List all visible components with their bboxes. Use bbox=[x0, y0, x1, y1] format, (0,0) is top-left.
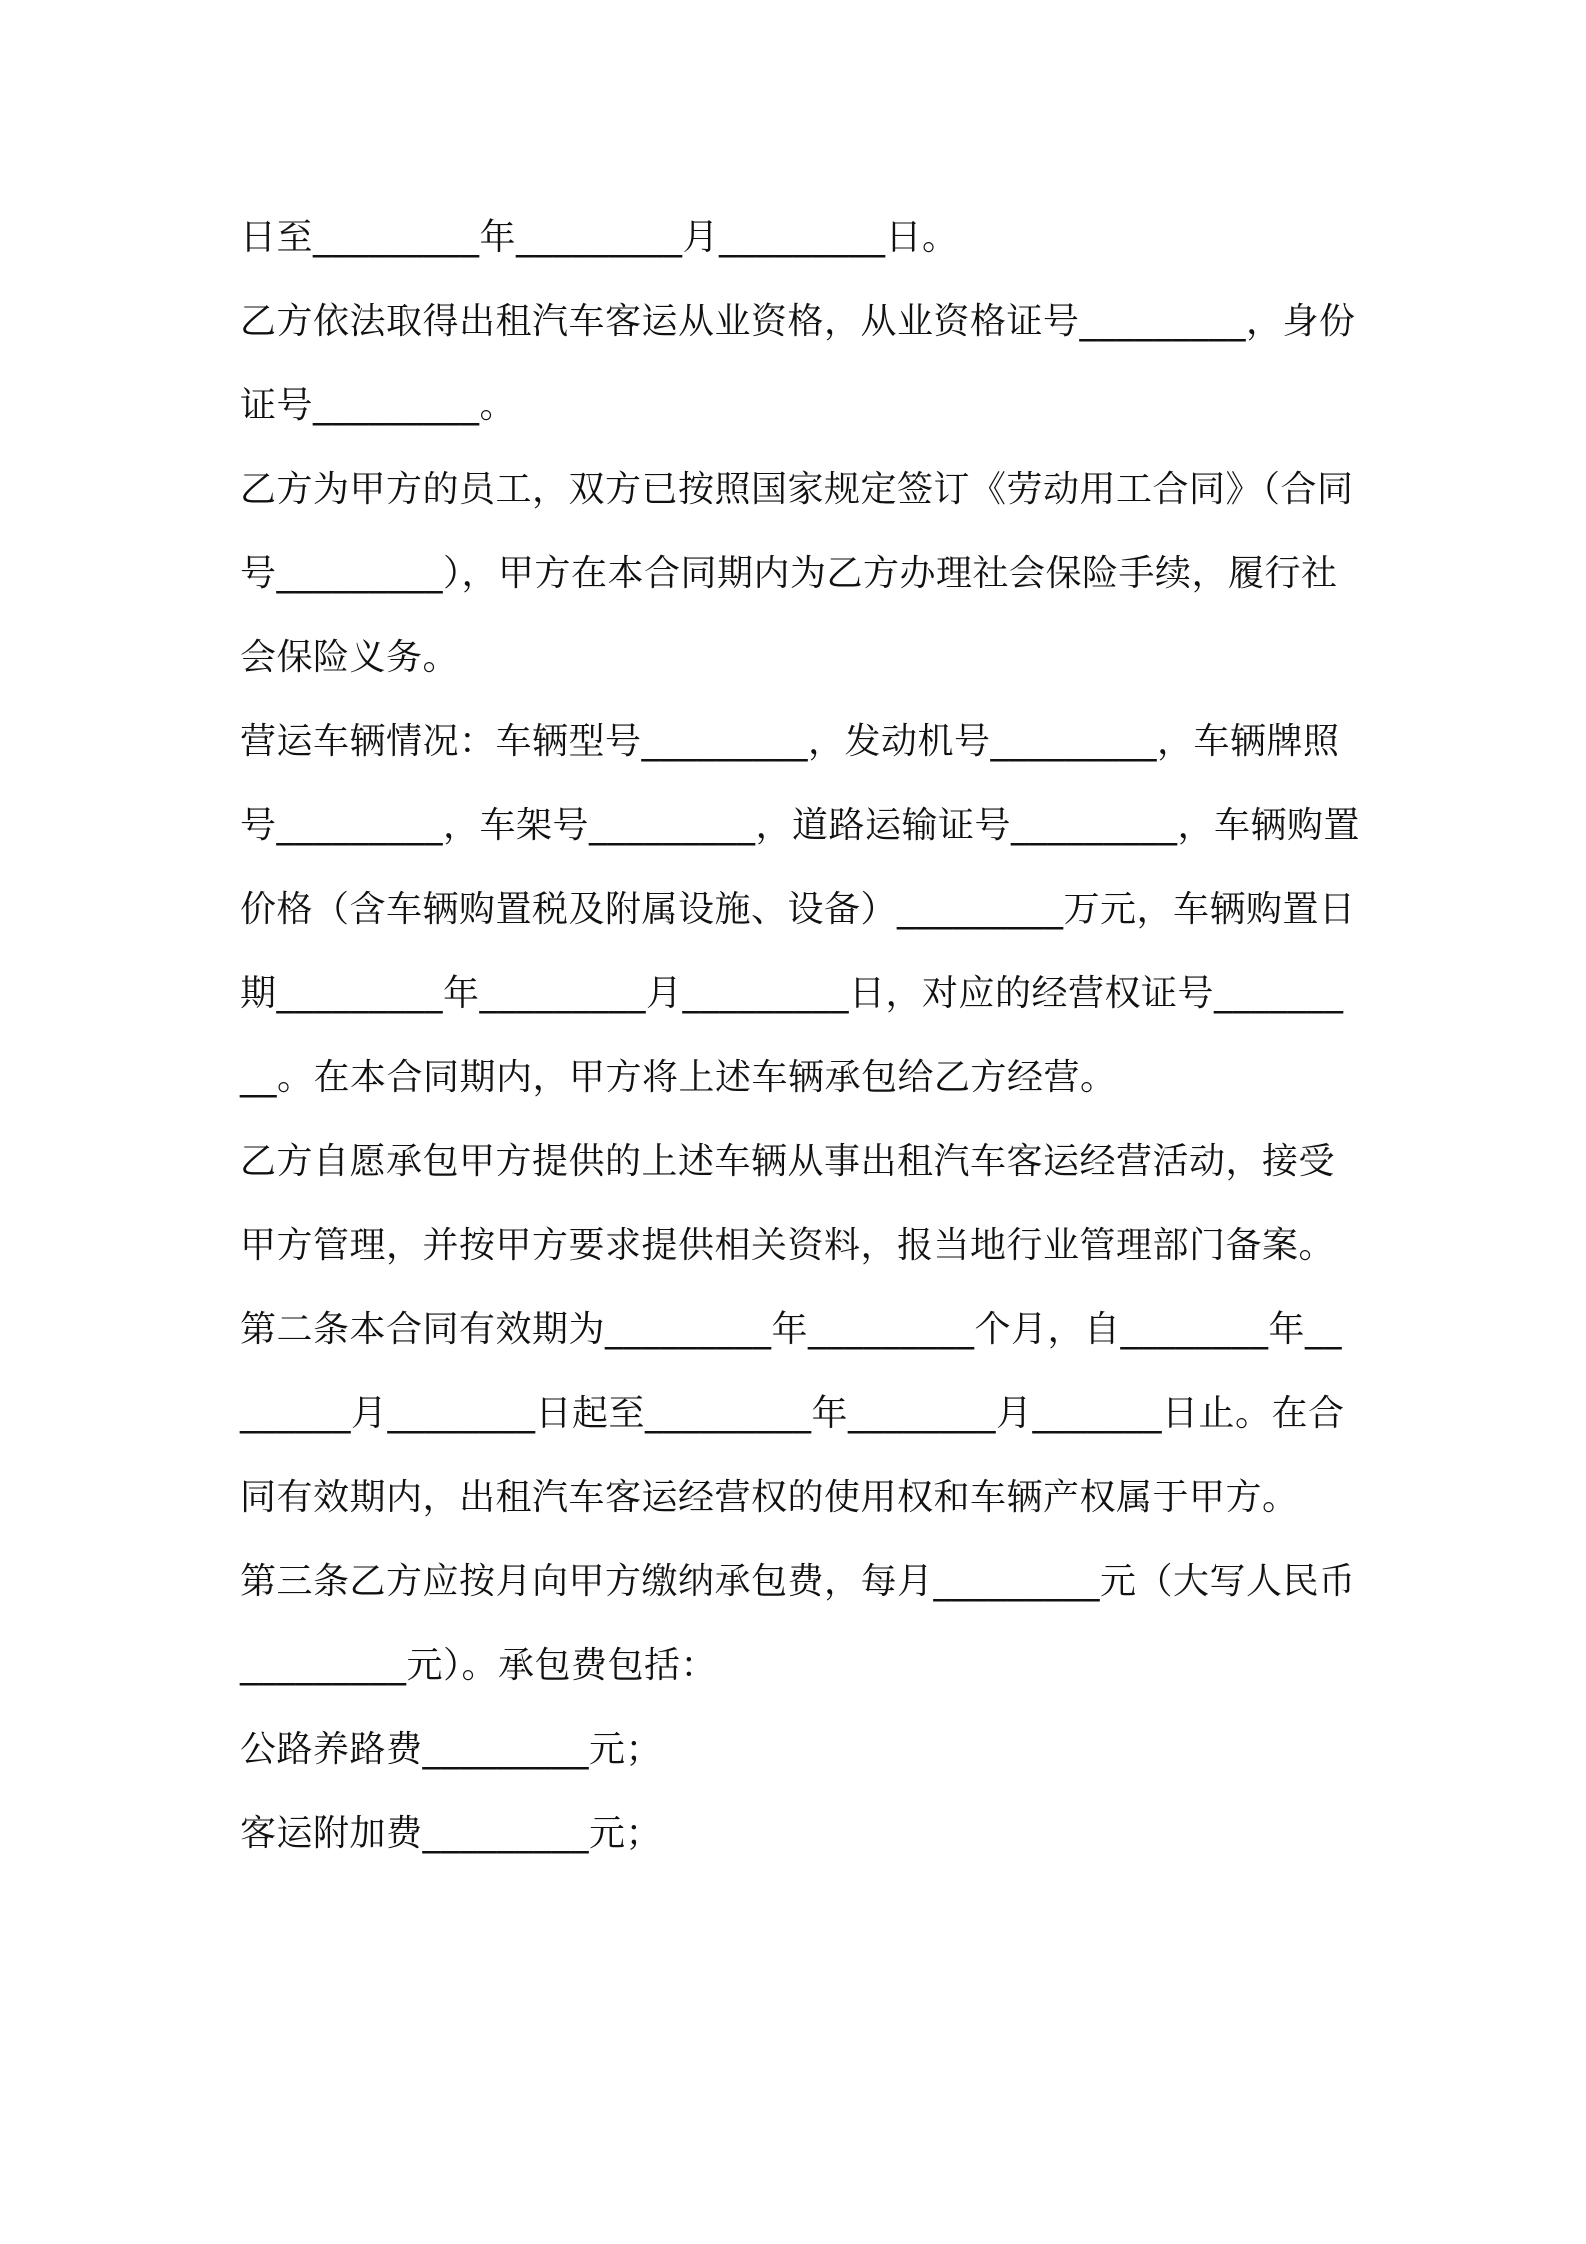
paragraph-article-two: 第二条本合同有效期为_________年_________个月，自________年________月________日起至_________年________月_______日止。在合同有效期内，出租汽车客运经营权的使用权和车辆产权属于甲方。 bbox=[240, 1309, 1345, 1518]
paragraph-date-range: 日至_________年_________月_________日。 bbox=[240, 217, 959, 258]
paragraph-voluntary-contract: 乙方自愿承包甲方提供的上述车辆从事出租汽车客运经营活动，接受甲方管理，并按甲方要求提供相关资料，报当地行业管理部门备案。 bbox=[240, 1141, 1336, 1266]
paragraph-vehicle-info: 营运车辆情况：车辆型号_________，发动机号_________，车辆牌照号_________，车架号_________，道路运输证号_________，车辆购置价格（含车辆购置税及附属设施、设备）_________万元，车辆购置日期_________年_________月_________日，对应的经营权证号_________。在本合同期内，甲方将上述车辆承包给乙方经营。 bbox=[240, 721, 1361, 1098]
paragraph-passenger-surcharge: 客运附加费_________元； bbox=[240, 1813, 663, 1854]
paragraph-qualification: 乙方依法取得出租汽车客运从业资格，从业资格证号_________，身份证号_________。 bbox=[240, 301, 1356, 426]
paragraph-employment: 乙方为甲方的员工，双方已按照国家规定签订《劳动用工合同》（合同号_________），甲方在本合同期内为乙方办理社会保险手续，履行社会保险义务。 bbox=[240, 469, 1354, 678]
paragraph-article-three: 第三条乙方应按月向甲方缴纳承包费，每月_________元（大写人民币_________元）。承包费包括： bbox=[240, 1561, 1356, 1686]
paragraph-road-maintenance-fee: 公路养路费_________元； bbox=[240, 1729, 663, 1770]
document-body bbox=[240, 196, 1360, 1876]
